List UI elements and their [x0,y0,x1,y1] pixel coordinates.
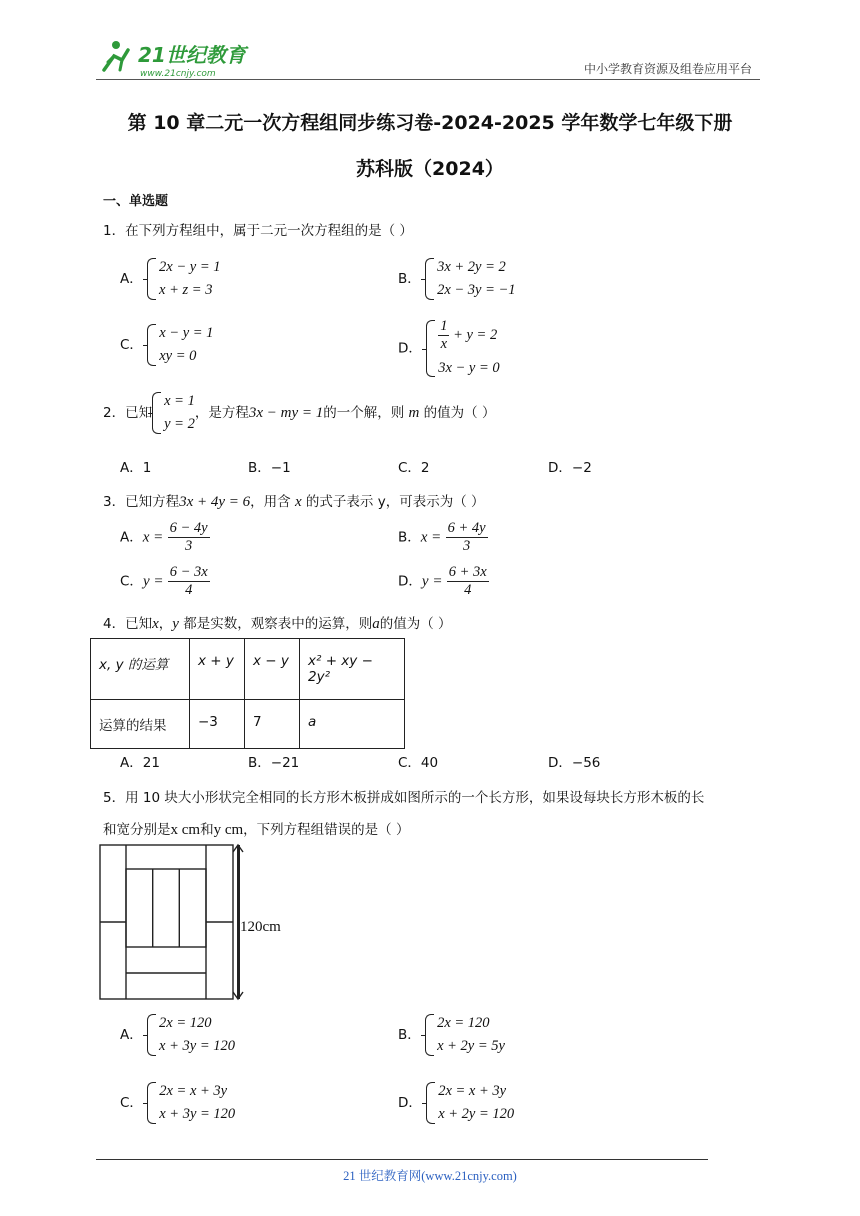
equation-system [426,1080,514,1126]
equation: 2x = 120 [437,1015,490,1031]
equation: 3x + 4y = 6 [179,494,251,510]
figure-height-label: 120cm [240,919,281,935]
equation: x + 2y = 120 [438,1106,515,1122]
operations-table [90,638,405,749]
equation: 3x + 2y = 2 [437,259,506,275]
numerator: 6 + 4y [447,520,486,536]
fraction [168,564,210,599]
equation: y = 2 [164,416,195,432]
q4-option-c[interactable]: C．40 [398,755,439,771]
equation-lhs: x = [420,529,442,546]
q4-option-a[interactable]: A．21 [120,755,160,771]
q3-option-c[interactable] [120,564,210,599]
variable: x [152,616,159,632]
q1-option-c[interactable] [120,322,213,368]
q4-option-b[interactable]: B．−21 [248,755,300,771]
q5-option-a[interactable] [120,1012,235,1058]
page-title-line2: 苏科版（2024） [356,158,504,180]
numerator: 6 + 3x [448,564,487,580]
q3-text: ，用含 [250,494,291,510]
q3-option-d[interactable] [398,564,489,599]
page-title-line1: 第 10 章二元一次方程组同步练习卷-2024-2025 学年数学七年级下册 [127,112,733,134]
numerator: 1 [440,318,448,334]
equation-system [147,322,213,368]
q5-text: 和宽分别是 [103,822,171,838]
q2-stem [103,390,495,436]
q2-option-a[interactable]: A．1 [120,460,152,476]
variable: x [294,494,302,510]
q4-stem [103,612,452,633]
equation: 2x = x + 3y [438,1083,507,1099]
option-label: D． [398,340,422,357]
denominator: 3 [184,538,193,554]
q5-stem-line1: 5．用 10 块大小形状完全相同的长方形木板拼成如图所示的一个长方形，如果设每块长方形木板的长 [103,790,705,806]
equation: 2x = 120 [159,1015,212,1031]
q1-option-b[interactable] [398,256,516,302]
numerator: 6 − 4y [169,520,208,536]
equation: xy = 0 [159,348,197,364]
table-cell: x, y 的运算 [91,639,190,700]
option-label: B． [398,1027,421,1043]
equation: 3x − my = 1 [248,405,324,421]
variable: a [372,616,380,632]
q3-text: 的式子表示 y，可表示为（ ） [305,494,485,510]
q3-stem [103,490,485,511]
fraction [438,318,449,353]
table-row [91,639,405,700]
header-platform-text: 中小学教育资源及组卷应用平台 [583,62,752,76]
q2-text: 的值为（ ） [423,405,496,421]
footer-divider [96,1159,708,1160]
table-cell: −3 [190,700,245,749]
q4-text: 的值为（ ） [379,616,452,632]
site-logo [96,36,256,80]
table-cell: x − y [245,639,300,700]
equation-lhs: x = [142,529,164,546]
option-label: A． [120,1027,143,1043]
denominator: x [440,336,448,352]
equation: 2x = x + 3y [159,1083,228,1099]
q5-option-c[interactable] [120,1080,235,1126]
equation: x − y = 1 [159,325,214,341]
equation: 3x − y = 0 [438,360,500,376]
variable: m [408,405,420,421]
q1-option-d[interactable] [398,318,500,379]
q4-option-d[interactable]: D．−56 [548,755,601,771]
q5-text: ，下列方程组错误的是（ ） [243,822,410,838]
q2-text: 2．已知 [103,405,153,421]
table-row [91,700,405,749]
option-label: D． [398,573,422,590]
q2-text: 的一个解，则 [323,405,405,421]
equation-lhs: y = [421,573,443,590]
equation-system [147,256,220,302]
denominator: 3 [462,538,471,554]
denominator: 4 [185,582,193,598]
q4-text: ， [158,616,173,632]
equation: x + 3y = 120 [159,1038,235,1054]
section-heading: 一、单选题 [103,194,169,209]
q1-option-a[interactable] [120,256,221,302]
equation: x + 2y = 5y [437,1038,505,1054]
equation: x + z = 3 [159,282,213,298]
option-label: A． [120,271,143,287]
equation-system [147,1012,235,1058]
table-cell: 运算的结果 [91,700,190,749]
logo-text: 21世纪教育 [138,43,246,67]
option-label: D． [398,1095,422,1111]
numerator: 6 − 3x [169,564,208,580]
option-label: C． [120,1095,143,1111]
equation: x + 3y = 120 [159,1106,236,1122]
table-cell: a [300,700,405,749]
header-divider [96,79,760,80]
option-label: C． [120,573,143,590]
variable: y cm [213,822,244,838]
equation-lhs: y = [142,573,164,590]
fraction [447,564,489,599]
equation-system [426,318,499,379]
q1-stem: 1．在下列方程组中，属于二元一次方程组的是（ ） [103,223,413,239]
table-cell: x + y [190,639,245,700]
q2-option-b[interactable]: B．−1 [248,460,291,476]
q2-option-c[interactable]: C．2 [398,460,430,476]
q2-text: ，是方程 [194,405,249,421]
equation-system [425,1012,505,1058]
denominator: 4 [464,582,472,598]
q5-stem-line2 [103,818,409,839]
q3-text: 3．已知方程 [103,494,180,510]
q5-text: 和 [200,822,214,838]
equation: x = 1 [164,393,195,409]
option-label: B． [398,271,421,287]
boards-figure [99,843,299,1001]
equation: 2x − y = 1 [159,259,221,275]
q5-option-d[interactable] [398,1080,514,1126]
footer-link[interactable]: 21 世纪教育网(www.21cnjy.com) [343,1169,517,1183]
q3-option-a[interactable] [120,520,210,555]
q4-text: 都是实数，观察表中的运算，则 [183,616,373,632]
logo-url: www.21cnjy.com [140,69,216,79]
equation-system [425,256,515,302]
variable: x cm [170,822,201,838]
table-cell: x² + xy − 2y² [300,639,405,700]
table-cell: 7 [245,700,300,749]
option-label: A． [120,529,143,546]
q5-option-b[interactable] [398,1012,505,1058]
option-label: C． [120,337,143,353]
q2-option-d[interactable]: D．−2 [548,460,592,476]
variable: y [172,616,179,632]
q4-text: 4．已知 [103,616,153,632]
q3-option-b[interactable] [398,520,488,555]
equation: 2x − 3y = −1 [437,282,516,298]
equation: + y = 2 [453,326,498,343]
option-label: B． [398,529,421,546]
fraction [168,520,210,555]
fraction [446,520,488,555]
equation-system [152,390,195,436]
equation-system [147,1080,235,1126]
